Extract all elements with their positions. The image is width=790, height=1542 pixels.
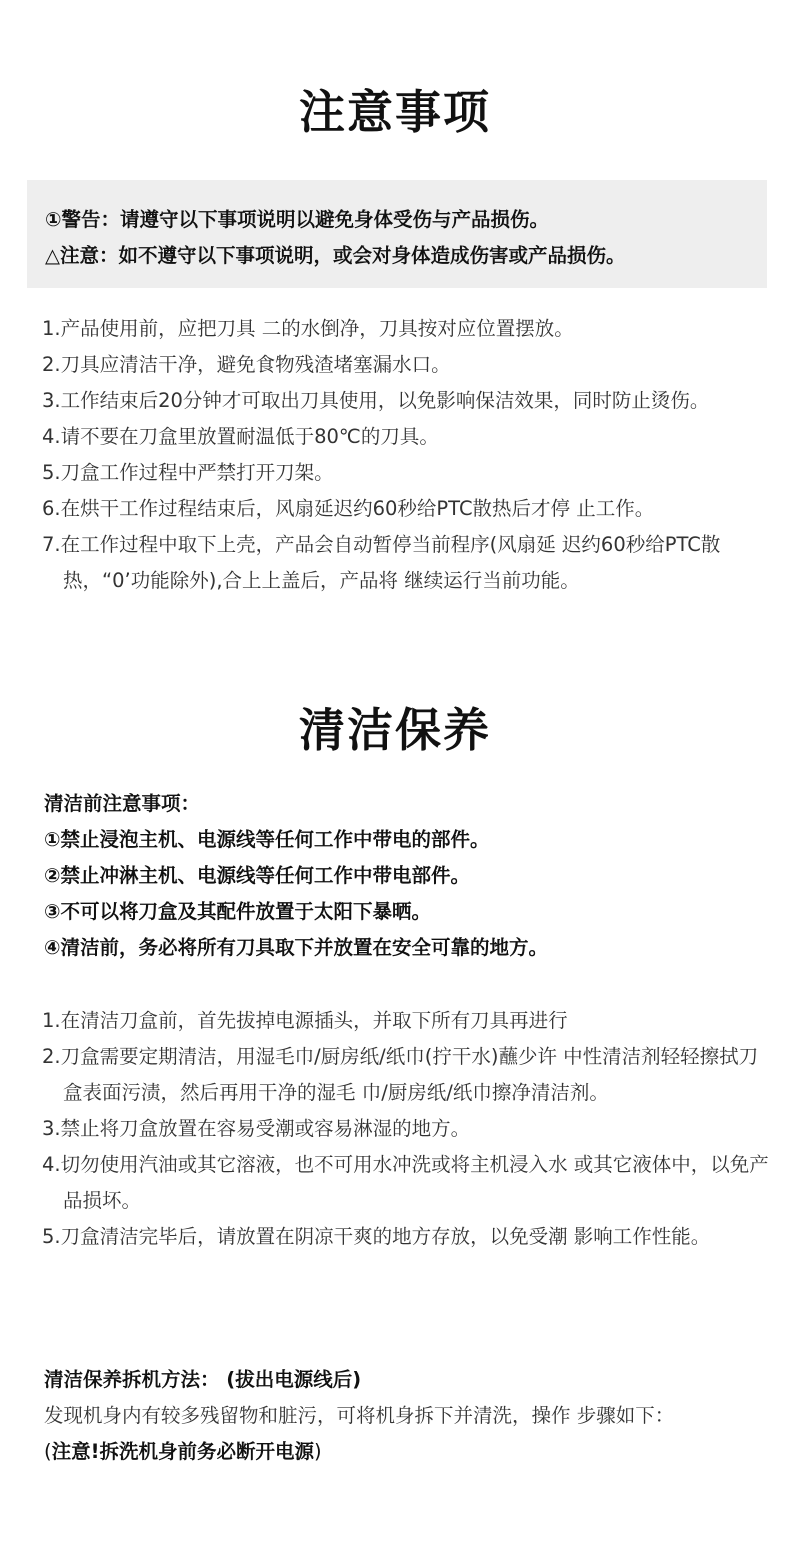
notes-list bbox=[42, 311, 772, 599]
disassembly-body: 发现机身内有较多残留物和脏污，可将机身拆下并清洗，操作 步骤如下： bbox=[44, 1404, 675, 1427]
note-paren-open: ( bbox=[44, 1440, 52, 1463]
pre-clean-heading: 清洁前注意事项： bbox=[44, 792, 201, 815]
list-item: 5.刀盒清洁完毕后，请放置在阴凉干爽的地方存放，以免受潮 影响工作性能。 bbox=[42, 1225, 711, 1248]
list-item: 5.刀盒工作过程中严禁打开刀架。 bbox=[42, 461, 334, 484]
list-item: 6.在烘干工作过程结束后，风扇延迟约60秒给PTC散热后才停 止工作。 bbox=[42, 497, 655, 520]
pre-clean-item: ④清洁前，务必将所有刀具取下并放置在安全可靠的地方。 bbox=[44, 936, 549, 959]
pre-clean-item: ③不可以将刀盒及其配件放置于太阳下暴晒。 bbox=[44, 900, 432, 923]
section-title-notes: 注意事项 bbox=[299, 85, 491, 139]
disassembly-note bbox=[44, 1434, 774, 1470]
list-item: 7.在工作过程中取下上壳，产品会自动暂停当前程序(风扇延 迟约60秒给PTC散热，“0’功能除外),合上上盖后，产品将 继续运行当前功能。 bbox=[42, 533, 721, 592]
pre-clean-item: ②禁止冲淋主机、电源线等任何工作中带电部件。 bbox=[44, 864, 471, 887]
section-title-cleaning: 清洁保养 bbox=[299, 703, 491, 757]
list-item: 4.请不要在刀盒里放置耐温低于80℃的刀具。 bbox=[42, 425, 439, 448]
caution-line: △注意：如不遵守以下事项说明，或会对身体造成伤害或产品损伤。 bbox=[45, 244, 626, 267]
note-paren-close: ) bbox=[314, 1440, 322, 1463]
note-warning-text: 注意!拆洗机身前务必断开电源 bbox=[51, 1440, 315, 1463]
list-item: 1.在清洁刀盒前，首先拔掉电源插头，并取下所有刀具再进行 bbox=[42, 1009, 568, 1032]
cleaning-steps-list bbox=[42, 1003, 772, 1255]
list-item: 4.切勿使用汽油或其它溶液，也不可用水冲洗或将主机浸入水 或其它液体中，以免产品损坏。 bbox=[42, 1153, 769, 1212]
warning-line: ①警告：请遵守以下事项说明以避免身体受伤与产品损伤。 bbox=[45, 208, 550, 231]
disassembly-section bbox=[44, 1362, 774, 1470]
list-item: 2.刀具应清洁干净，避免食物残渣堵塞漏水口。 bbox=[42, 353, 451, 376]
pre-clean-notes bbox=[44, 786, 774, 966]
list-item: 1.产品使用前，应把刀具 二的水倒净，刀具按对应位置摆放。 bbox=[42, 317, 574, 340]
pre-clean-item: ①禁止浸泡主机、电源线等任何工作中带电的部件。 bbox=[44, 828, 490, 851]
disassembly-title: 清洁保养拆机方法： (拔出电源线后) bbox=[44, 1368, 362, 1391]
list-item: 3.禁止将刀盒放置在容易受潮或容易淋湿的地方。 bbox=[42, 1117, 471, 1140]
list-item: 2.刀盒需要定期清洁，用湿毛巾/厨房纸/纸巾(拧干水)蘸少许 中性清洁剂轻轻擦拭刀盒表面污渍，然后再用干净的湿毛 巾/厨房纸/纸巾擦净清洁剂。 bbox=[42, 1045, 759, 1104]
warning-box bbox=[27, 180, 767, 288]
list-item: 3.工作结束后20分钟才可取出刀具使用，以免影响保洁效果，同时防止烫伤。 bbox=[42, 389, 710, 412]
